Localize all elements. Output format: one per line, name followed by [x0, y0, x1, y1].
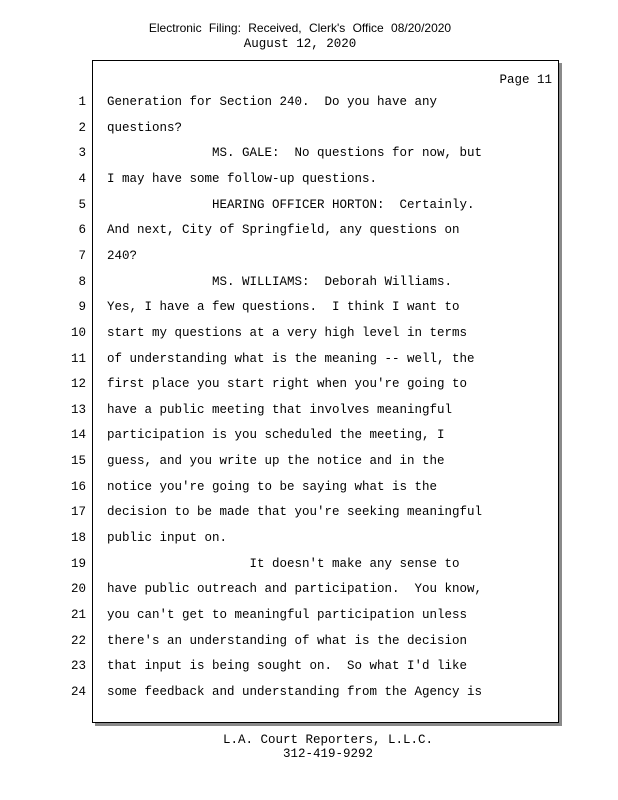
transcript-line-text: notice you're going to be saying what is the — [107, 480, 438, 494]
transcript-line-text: MS. GALE: No questions for now, but — [107, 146, 483, 160]
line-number: 12 — [70, 377, 86, 391]
line-number: 5 — [78, 198, 86, 212]
line-number: 20 — [70, 582, 86, 596]
transcript-line-text: start my questions at a very high level in terms — [107, 326, 468, 340]
transcript-line-text: questions? — [107, 121, 183, 135]
line-number: 13 — [70, 403, 86, 417]
line-number: 10 — [70, 326, 86, 340]
transcript-line-text: have public outreach and participation. You know, — [107, 582, 483, 596]
line-number: 4 — [78, 172, 86, 186]
footer-phone: 312-419-9292 — [282, 747, 373, 761]
transcript-line-text: first place you start right when you're going to — [107, 377, 468, 391]
transcript-line-text: It doesn't make any sense to — [107, 557, 460, 571]
transcript-line-text: of understanding what is the meaning -- well, the — [107, 352, 475, 366]
transcript-line-text: some feedback and understanding from the Agency is — [107, 685, 483, 699]
transcript-line-text: you can't get to meaningful participation unless — [107, 608, 468, 622]
line-number: 9 — [78, 300, 86, 314]
transcript-line-text: 240? — [107, 249, 138, 263]
line-number: 2 — [78, 121, 86, 135]
line-number: 6 — [78, 223, 86, 237]
transcript-line-text: have a public meeting that involves meaningful — [107, 403, 453, 417]
transcript-line-text: that input is being sought on. So what I'd like — [107, 659, 468, 673]
transcript-line-text: public input on. — [107, 531, 228, 545]
line-number: 22 — [70, 634, 86, 648]
line-number: 21 — [70, 608, 86, 622]
transcript-line-text: I may have some follow-up questions. — [107, 172, 378, 186]
page-number: Page 11 — [499, 73, 552, 87]
transcript-line-text: guess, and you write up the notice and in the — [107, 454, 445, 468]
line-number: 24 — [70, 685, 86, 699]
line-number: 23 — [70, 659, 86, 673]
transcript-line-text: MS. WILLIAMS: Deborah Williams. — [107, 275, 453, 289]
transcript-line-text: decision to be made that you're seeking meaningful — [107, 505, 483, 519]
transcript-line-text: participation is you scheduled the meeting, I — [107, 428, 445, 442]
line-number: 14 — [70, 428, 86, 442]
line-number: 1 — [78, 95, 86, 109]
line-number: 11 — [70, 352, 86, 366]
transcript-line-text: there's an understanding of what is the decision — [107, 634, 468, 648]
transcript-line-text: Generation for Section 240. Do you have any — [107, 95, 438, 109]
line-number: 8 — [78, 275, 86, 289]
line-number: 15 — [70, 454, 86, 468]
filing-stamp: Electronic Filing: Received, Clerk's Office 08/20/2020 — [148, 21, 452, 35]
transcript-line-text: HEARING OFFICER HORTON: Certainly. — [107, 198, 475, 212]
line-number: 18 — [70, 531, 86, 545]
line-number: 17 — [70, 505, 86, 519]
transcript-date: August 12, 2020 — [243, 37, 357, 51]
line-number: 16 — [70, 480, 86, 494]
transcript-line-text: Yes, I have a few questions. I think I want to — [107, 300, 460, 314]
line-number: 19 — [70, 557, 86, 571]
line-number: 3 — [78, 146, 86, 160]
footer-company: L.A. Court Reporters, L.L.C. — [222, 733, 434, 747]
transcript-line-text: And next, City of Springfield, any questions on — [107, 223, 460, 237]
line-number: 7 — [78, 249, 86, 263]
